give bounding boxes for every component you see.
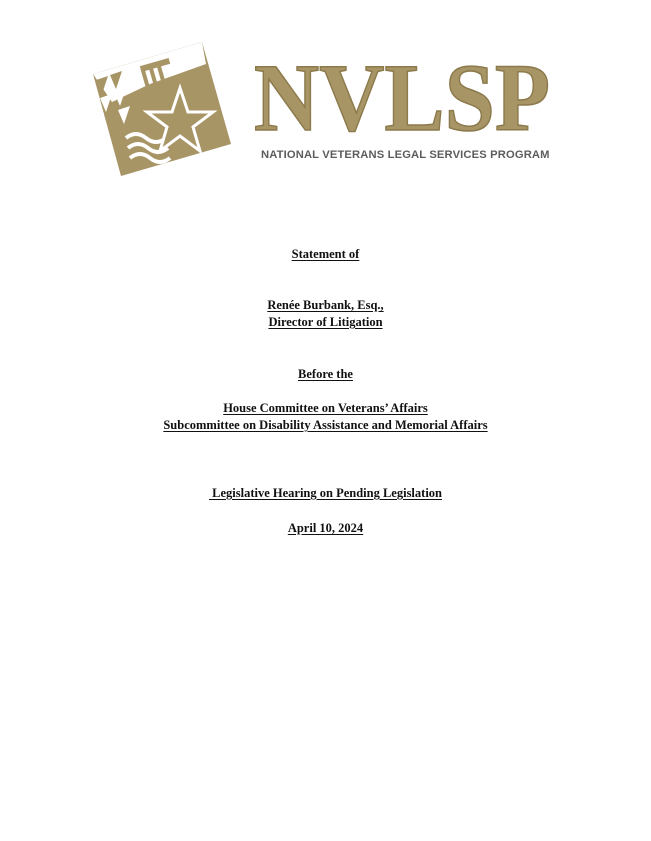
nvlsp-emblem-icon <box>88 40 236 178</box>
svg-text:NVLSP: NVLSP <box>254 52 550 142</box>
subcommittee-name: Subcommittee on Disability Assistance and Memorial Affairs <box>163 418 488 432</box>
logo-tagline: NATIONAL VETERANS LEGAL SERVICES PROGRAM <box>261 149 550 161</box>
statement-heading: Statement of <box>291 247 360 261</box>
hearing-title: Legislative Hearing on Pending Legislation <box>209 486 442 500</box>
nvlsp-wordmark <box>252 52 552 142</box>
speaker-title: Director of Litigation <box>268 315 383 329</box>
committee-name: House Committee on Veterans’ Affairs <box>223 401 428 415</box>
speaker-name: Renée Burbank, Esq., <box>267 298 384 312</box>
before-the: Before the <box>298 367 353 381</box>
hearing-date: April 10, 2024 <box>287 521 364 535</box>
